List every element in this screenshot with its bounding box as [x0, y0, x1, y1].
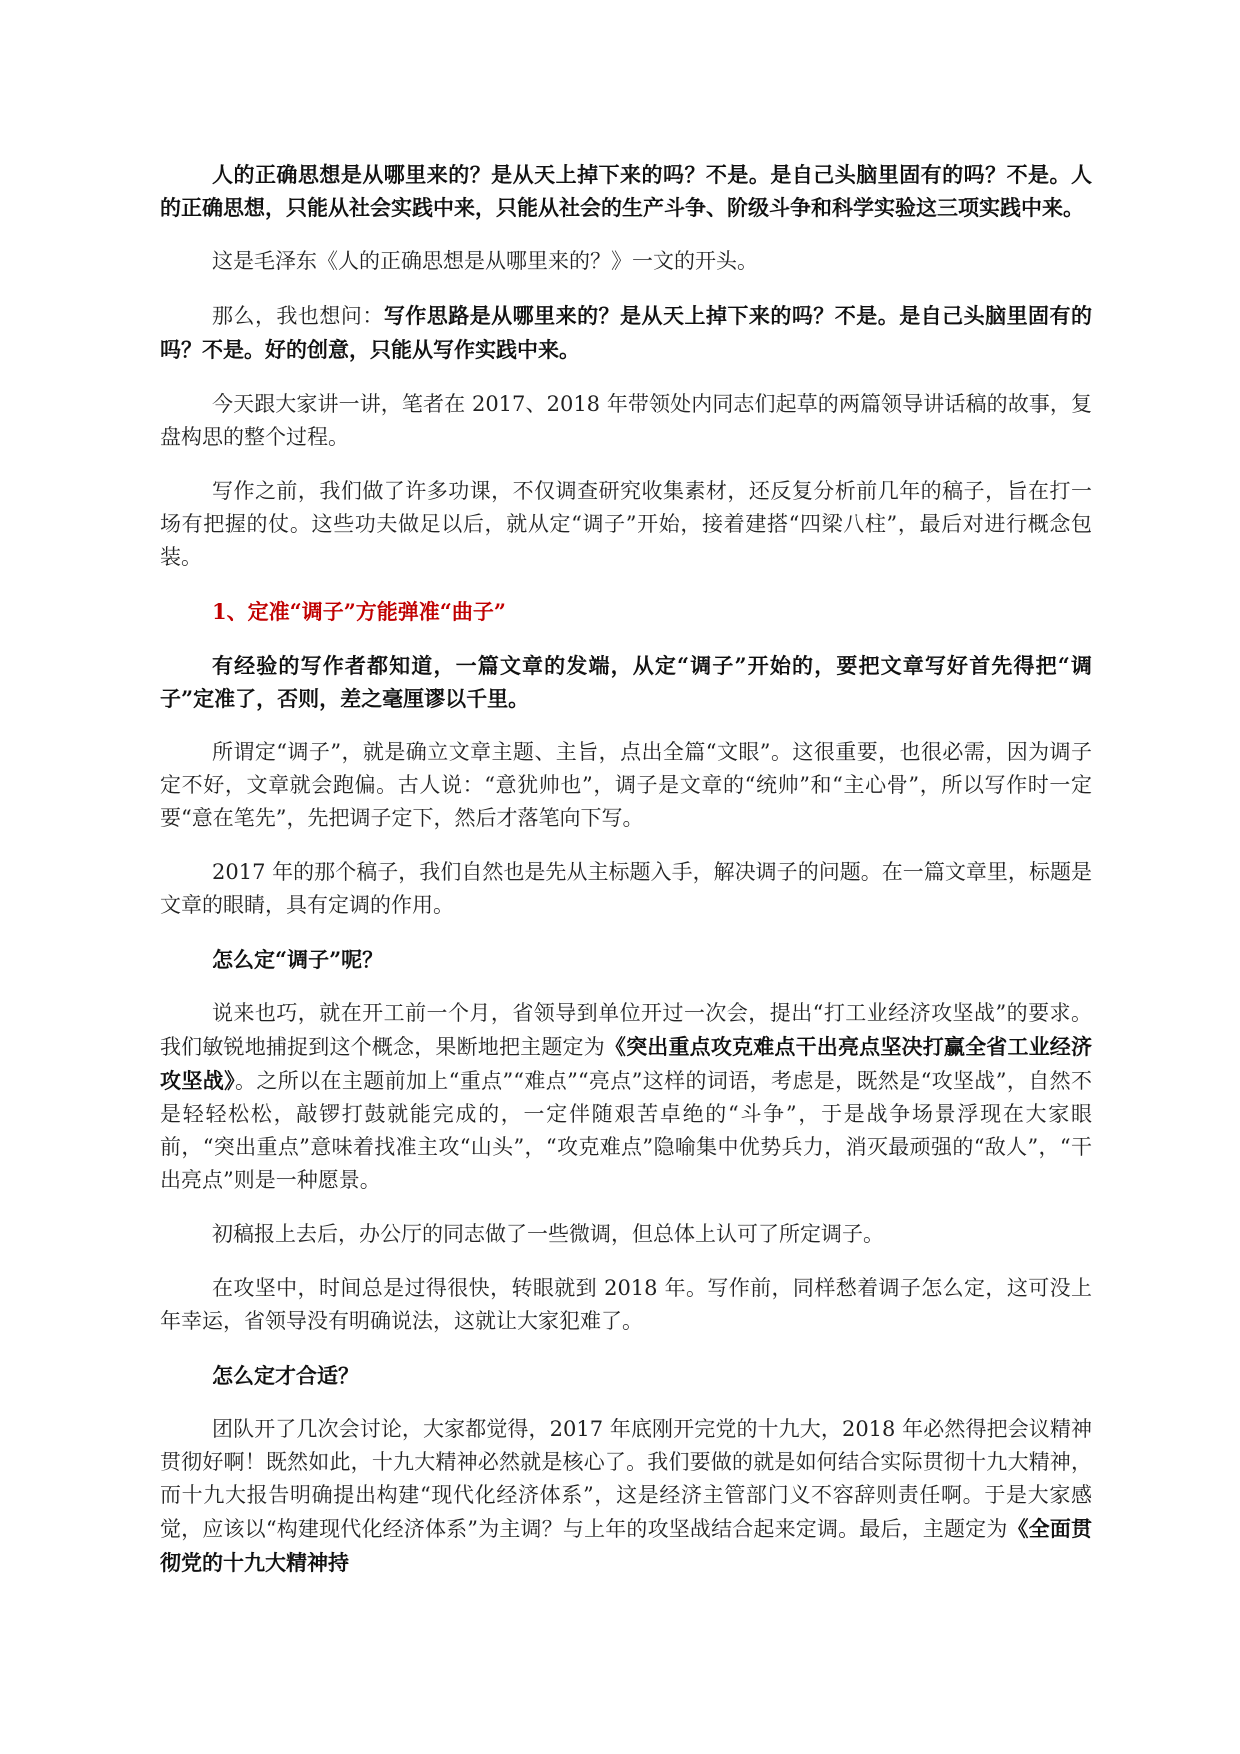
opening-quote-text: 人的正确思想是从哪里来的？是从天上掉下来的吗？不是。是自己头脑里固有的吗？不是。人的正确思想，只能从社会实践中来，只能从社会的生产斗争、阶级斗争和科学实验这三项实践中来。 — [160, 162, 1092, 220]
paragraph-question — [160, 299, 1092, 367]
paragraph-source-note — [160, 245, 1092, 278]
question-bold-text: 写作思路是从哪里来的？是从天上掉下来的吗？不是。是自己头脑里固有的吗？不是。好的创意，只能从写作实践中来。 — [160, 303, 1093, 362]
paragraph-preparation — [160, 475, 1092, 574]
intro-text: 今天跟大家讲一讲，笔者在 2017、2018 年带领处内同志们起草的两篇领导讲话稿的故事，复盘构思的整个过程。 — [160, 392, 1092, 449]
paragraph-intro — [160, 388, 1092, 454]
subheading-how-to-set-tone — [160, 943, 1092, 976]
first-draft-text: 初稿报上去后，办公厅的同志做了一些微调，但总体上认可了所定调子。 — [212, 1222, 884, 1246]
team-discussion-text: 团队开了几次会讨论，大家都觉得，2017 年底刚开完党的十九大，2018 年必然得把会议精神贯彻好啊！既然如此，十九大精神必然就是核心了。我们要做的就是如何结合实际贯彻十九大精神，而十九大报告明确提出构建“现代化经济体系”，这是经济主管部门义不容辞则责任啊。于是大家感觉，应该以“构建现代化经济体系”为主调？与上年的攻坚战结合起来定调。最后，主题定为 — [160, 1417, 1092, 1541]
key-point-text: 有经验的写作者都知道，一篇文章的发端，从定“调子”开始的，要把文章写好首先得把“调子”定准了，否则，差之毫厘谬以千里。 — [160, 653, 1092, 711]
coincidence-text-2: 。之所以在主题前加上“重点”“难点”“亮点”这样的词语，考虑是，既然是“攻坚战”，自然不是轻轻松松，敲锣打鼓就能完成的，一定伴随艰苦卓绝的“斗争”，于是战争场景浮现在大家眼前，“突出重点”意味着找准主攻“山头”，“攻克难点”隐喻集中优势兵力，消灭最顽强的“敌人”，“干出亮点”则是一种愿景。 — [160, 1069, 1093, 1192]
paragraph-key-point — [160, 649, 1092, 715]
document-page — [160, 158, 1092, 1601]
subheading-how-suitable — [160, 1359, 1092, 1392]
tone-definition-text: 所谓定“调子”，就是确立文章主题、主旨，点出全篇“文眼”。这很重要，也很必需，因为调子定不好，文章就会跑偏。古人说：“意犹帅也”，调子是文章的“统帅”和“主心骨”，所以写作时一定要“意在笔先”，先把调子定下，然后才落笔向下写。 — [160, 740, 1092, 830]
subheading-how-to-set-tone-text: 怎么定“调子”呢？ — [212, 947, 384, 972]
coincidence-text-1: 说来也巧，就在开工前一个月，省领导到单位开过一次会，提出“打工业经济攻坚战”的要求。我们敏锐地捕捉到这个概念，果断地把主题定为 — [160, 1001, 1092, 1059]
paragraph-2018 — [160, 1272, 1092, 1338]
section-heading-1-text: 1、定准“调子”方能弹准“曲子” — [212, 599, 506, 624]
paragraph-first-draft — [160, 1218, 1092, 1251]
section-heading-1 — [160, 595, 1092, 628]
source-note-text: 这是毛泽东《人的正确思想是从哪里来的？》一文的开头。 — [212, 249, 758, 273]
paragraph-opening-quote — [160, 158, 1092, 224]
paragraph-team-discussion — [160, 1413, 1092, 1580]
preparation-text: 写作之前，我们做了许多功课，不仅调查研究收集素材，还反复分析前几年的稿子，旨在打一场有把握的仗。这些功夫做足以后，就从定“调子”开始，接着建搭“四梁八柱”，最后对进行概念包装。 — [160, 479, 1092, 569]
draft-2017-text: 2017 年的那个稿子，我们自然也是先从主标题入手，解决调子的问题。在一篇文章里，标题是文章的眼睛，具有定调的作用。 — [160, 860, 1092, 917]
coincidence-title-bold: 《突出重点攻克难点干出亮点坚决打赢全省工业经济攻坚战》 — [160, 1034, 1092, 1093]
paragraph-tone-definition — [160, 736, 1092, 835]
paragraph-2017-draft — [160, 856, 1092, 922]
paragraph-coincidence — [160, 997, 1092, 1197]
question-intro-text: 那么，我也想问： — [212, 304, 384, 328]
year-2018-text: 在攻坚中，时间总是过得很快，转眼就到 2018 年。写作前，同样愁着调子怎么定，这可没上年幸运，省领导没有明确说法，这就让大家犯难了。 — [160, 1276, 1092, 1333]
subheading-how-suitable-text: 怎么定才合适？ — [212, 1363, 359, 1388]
team-discussion-title-bold: 《全面贯彻党的十九大精神持 — [160, 1516, 1093, 1575]
